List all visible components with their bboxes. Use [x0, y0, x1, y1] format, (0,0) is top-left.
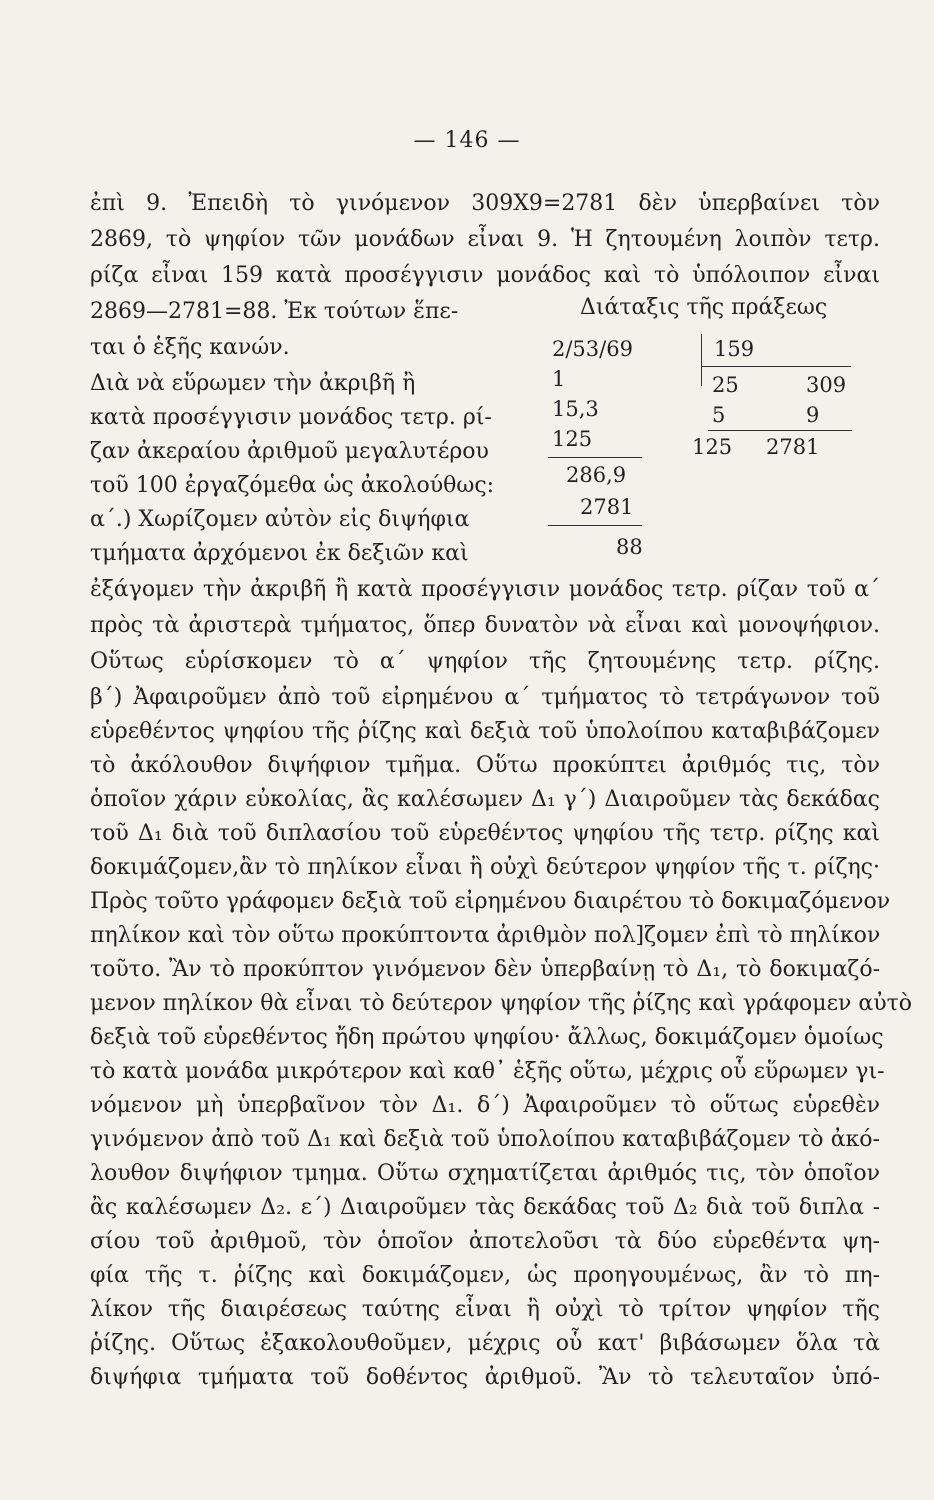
text-line: πηλίκον καὶ τὸν οὕτω προκύπτοντα ἀριθμὸν πολ]ζομεν ἐπὶ τὸ πηλίκον	[90, 923, 881, 948]
text-line: δεξιὰ τοῦ εὑρεθέντος ἤδη πρώτου ψηφίου· ἄλλως, δοκιμάζομεν ὁμοίως	[90, 1025, 884, 1050]
text-line: 2869—2781=88. Ἐκ τούτων ἕπε-	[90, 299, 459, 324]
work-rule	[548, 525, 642, 526]
text-line: τοῦτο. Ἂν τὸ προκύπτον γινόμενον δὲν ὑπερβαίνῃ τὸ Δ₁, τὸ δοκιμαζό-	[90, 957, 880, 982]
work-right-value: 2781	[766, 435, 820, 459]
work-left-value: 125	[552, 427, 593, 451]
arrangement-heading: Διάταξις τῆς πράξεως	[580, 295, 828, 320]
page-number: — 146 —	[413, 128, 521, 153]
text-line: διψήφια τμήματα τοῦ δοθέντος ἀριθμοῦ. Ἂν τὸ τελευταῖον ὑπό-	[90, 1365, 880, 1390]
work-rule	[548, 457, 642, 458]
work-rule	[701, 366, 851, 367]
work-left-value: 15,3	[552, 397, 599, 421]
text-line: γινόμενον ἀπὸ τοῦ Δ₁ καὶ δεξιὰ τοῦ ὑπολοίπου καταβιβάζομεν τὸ ἀκό-	[90, 1127, 880, 1152]
work-left-value: 2781	[580, 495, 634, 519]
text-line: λουθον διψήφιον τμημα. Οὕτω σχηματίζεται ἀριθμός τις, τὸν ὁποῖον	[90, 1161, 880, 1186]
text-line: τὸ ἀκόλουθον διψήφιον τμῆμα. Οὕτω προκύπτει ἀριθμός τις, τὸν	[90, 753, 880, 778]
text-line: κατὰ προσέγγισιν μονάδος τετρ. ρί-	[90, 405, 492, 430]
work-right-value: 309	[806, 373, 847, 397]
work-left-value: 2/53/69	[552, 337, 633, 361]
text-line: τμήματα ἀρχόμενοι ἐκ δεξιῶν καὶ	[90, 541, 469, 566]
text-line: α΄.) Χωρίζομεν αὐτὸν εἰς διψήφια	[90, 507, 470, 532]
text-line: 2869, τὸ ψηφίον τῶν μονάδων εἶναι 9. Ἡ ζητουμένη λοιπὸν τετρ.	[90, 227, 880, 252]
text-line: ἐξάγομεν τὴν ἀκριβῆ ἢ κατὰ προσέγγισιν μονάδος τετρ. ρίζαν τοῦ α΄	[90, 577, 880, 602]
root-value: 159	[714, 337, 755, 361]
text-line: φία τῆς τ. ῥίζης καὶ δοκιμάζομεν, ὡς προηγουμένως, ἂν τὸ πη-	[90, 1263, 880, 1288]
text-line: σίου τοῦ ἀριθμοῦ, τὸν ὁποῖον ἀποτελοῦσι τὰ δύο εὑρεθέντα ψη-	[90, 1229, 880, 1254]
work-left-value: 88	[616, 535, 643, 559]
work-right-value: 25	[712, 373, 739, 397]
text-line: Πρὸς τοῦτο γράφομεν δεξιὰ τοῦ εἰρημένου διαιρέτου τὸ δοκιμαζόμενον	[90, 889, 891, 914]
work-right-value: 9	[806, 403, 820, 427]
text-line: β΄) Ἀφαιροῦμεν ἀπὸ τοῦ εἰρημένου α΄ τμήματος τὸ τετράγωνον τοῦ	[90, 685, 880, 710]
text-line: Οὕτως εὑρίσκομεν τὸ α΄ ψηφίον τῆς ζητουμένης τετρ. ρίζης.	[90, 649, 880, 674]
text-line: νόμενον μὴ ὑπερβαῖνον τὸν Δ₁. δ΄) Ἀφαιροῦμεν τὸ οὕτως εὑρεθὲν	[90, 1093, 880, 1118]
text-line: ἐπὶ 9. Ἐπειδὴ τὸ γινόμενον 309X9=2781 δὲν ὑπερβαίνει τὸν	[90, 191, 880, 216]
text-line: τὸ κατὰ μονάδα μικρότερον καὶ καθ᾿ ἑξῆς οὕτω, μέχρις οὗ εὕρωμεν γι-	[90, 1059, 885, 1084]
work-divider	[701, 334, 702, 386]
text-line: ρίζα εἶναι 159 κατὰ προσέγγισιν μονάδος καὶ τὸ ὑπόλοιπον εἶναι	[90, 263, 880, 288]
text-line: τοῦ Δ₁ διὰ τοῦ διπλασίου τοῦ εὑρεθέντος ψηφίου τῆς τετρ. ρίζης καὶ	[90, 821, 880, 846]
work-left-value: 286,9	[566, 463, 627, 487]
text-line: ζαν ἀκεραίου ἀριθμοῦ μεγαλυτέρου	[90, 439, 489, 464]
text-line: Διὰ νὰ εὕρωμεν τὴν ἀκριβῆ ἢ	[90, 371, 416, 396]
text-line: λίκον τῆς διαιρέσεως ταύτης εἶναι ἢ οὐχὶ τὸ τρίτον ψηφίον τῆς	[90, 1297, 880, 1322]
work-right-value: 5	[712, 403, 726, 427]
work-left-value: 1	[552, 367, 566, 391]
text-line: πρὸς τὰ ἀριστερὰ τμήματος, ὅπερ δυνατὸν νὰ εἶναι καὶ μονοψήφιον.	[90, 613, 880, 638]
text-line: ὁποῖον χάριν εὐκολίας, ἂς καλέσωμεν Δ₁ γ΄) Διαιροῦμεν τὰς δεκάδας	[90, 787, 880, 812]
text-line: τοῦ 100 ἐργαζόμεθα ὡς ἀκολούθως:	[90, 473, 495, 498]
text-line: ται ὁ ἑξῆς κανών.	[90, 335, 290, 360]
work-rule	[708, 430, 852, 431]
work-right-value: 125	[692, 435, 733, 459]
text-line: εὑρεθέντος ψηφίου τῆς ῥίζης καὶ δεξιὰ τοῦ ὑπολοίπου καταβιβάζομεν	[90, 719, 880, 744]
text-line: δοκιμάζομεν,ἂν τὸ πηλίκον εἶναι ἢ οὐχὶ δεύτερον ψηφίον τῆς τ. ρίζης·	[90, 855, 880, 880]
text-line: ἂς καλέσωμεν Δ₂. ε΄) Διαιροῦμεν τὰς δεκάδας τοῦ Δ₂ διὰ τοῦ διπλα -	[90, 1195, 880, 1220]
text-line: ῥίζης. Οὕτως ἐξακολουθοῦμεν, μέχρις οὗ κατ' βιβάσωμεν ὅλα τὰ	[90, 1331, 880, 1356]
text-line: μενον πηλίκον θὰ εἶναι τὸ δεύτερον ψηφίον τῆς ῥίζης καὶ γράφομεν αὐτὸ	[90, 991, 913, 1016]
